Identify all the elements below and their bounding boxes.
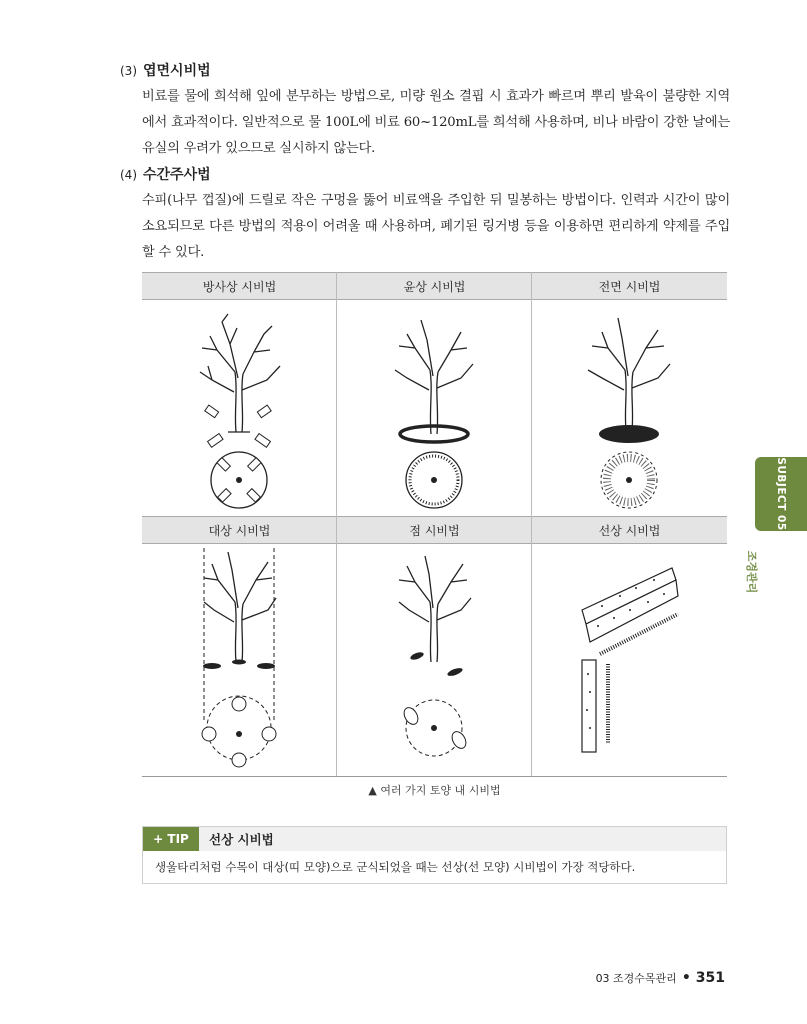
radial-method-illustration [142, 300, 337, 516]
header-band: 대상 시비법 [142, 516, 337, 544]
page-footer [596, 970, 725, 986]
header-linear: 선상 시비법 [532, 516, 727, 544]
section-heading [120, 164, 730, 184]
header-point: 점 시비법 [337, 516, 532, 544]
section-heading [120, 60, 730, 80]
subject-subtitle: 조경관리 [745, 550, 758, 594]
tip-badge: + TIP [143, 827, 199, 851]
fertilization-methods-figure [142, 272, 727, 777]
subject-label: SUBJECT 05 [775, 457, 787, 531]
subject-side-tab [755, 457, 807, 531]
header-radial: 방사상 시비법 [142, 272, 337, 300]
header-ring: 윤상 시비법 [337, 272, 532, 300]
section-title: 엽면시비법 [143, 63, 211, 79]
tip-header [143, 827, 726, 851]
section-body: 비료를 물에 희석해 잎에 분무하는 방법으로, 미량 원소 결핍 시 효과가 빠르며 뿌리 발육이 불량한 지역에서 효과적이다. 일반적으로 물 100L에 비료 60~120mL를 희석해 사용하며, 비나 바람이 강한 날에는 유실의 우려가 있으므로 실시하지 않는다. [142, 89, 731, 156]
header-broadcast: 전면 시비법 [532, 272, 727, 300]
section-trunk-injection [120, 164, 730, 266]
section-body: 수피(나무 껍질)에 드릴로 작은 구멍을 뚫어 비료액을 주입한 뒤 밀봉하는 방법이다. 인력과 시간이 많이 소요되므로 다른 방법의 적용이 어려울 때 사용하며, 폐기된 링거병 등을 이용하면 편리하게 약제를 주입할 수 있다. [142, 193, 730, 260]
tip-title: 선상 시비법 [209, 832, 274, 847]
broadcast-method-illustration [532, 300, 727, 516]
tip-box [142, 826, 727, 884]
ring-method-illustration [337, 300, 532, 516]
section-foliar-fertilization [120, 60, 730, 162]
section-number: (3) [120, 64, 137, 78]
linear-method-illustration [532, 544, 727, 776]
chapter-label: 03 조경수목관리 [595, 972, 677, 985]
point-method-illustration [337, 544, 532, 776]
footer-bullet: • [681, 970, 691, 986]
band-method-illustration [142, 544, 337, 776]
section-title: 수간주사법 [143, 167, 211, 183]
section-number: (4) [120, 168, 137, 182]
figure-caption: ▲ 여러 가지 토양 내 시비법 [368, 784, 501, 797]
tip-body: 생울타리처럼 수목이 대상(띠 모양)으로 군식되었을 때는 선상(선 모양) 시비법이 가장 적당하다. [155, 860, 636, 874]
page-number: 351 [695, 970, 725, 986]
